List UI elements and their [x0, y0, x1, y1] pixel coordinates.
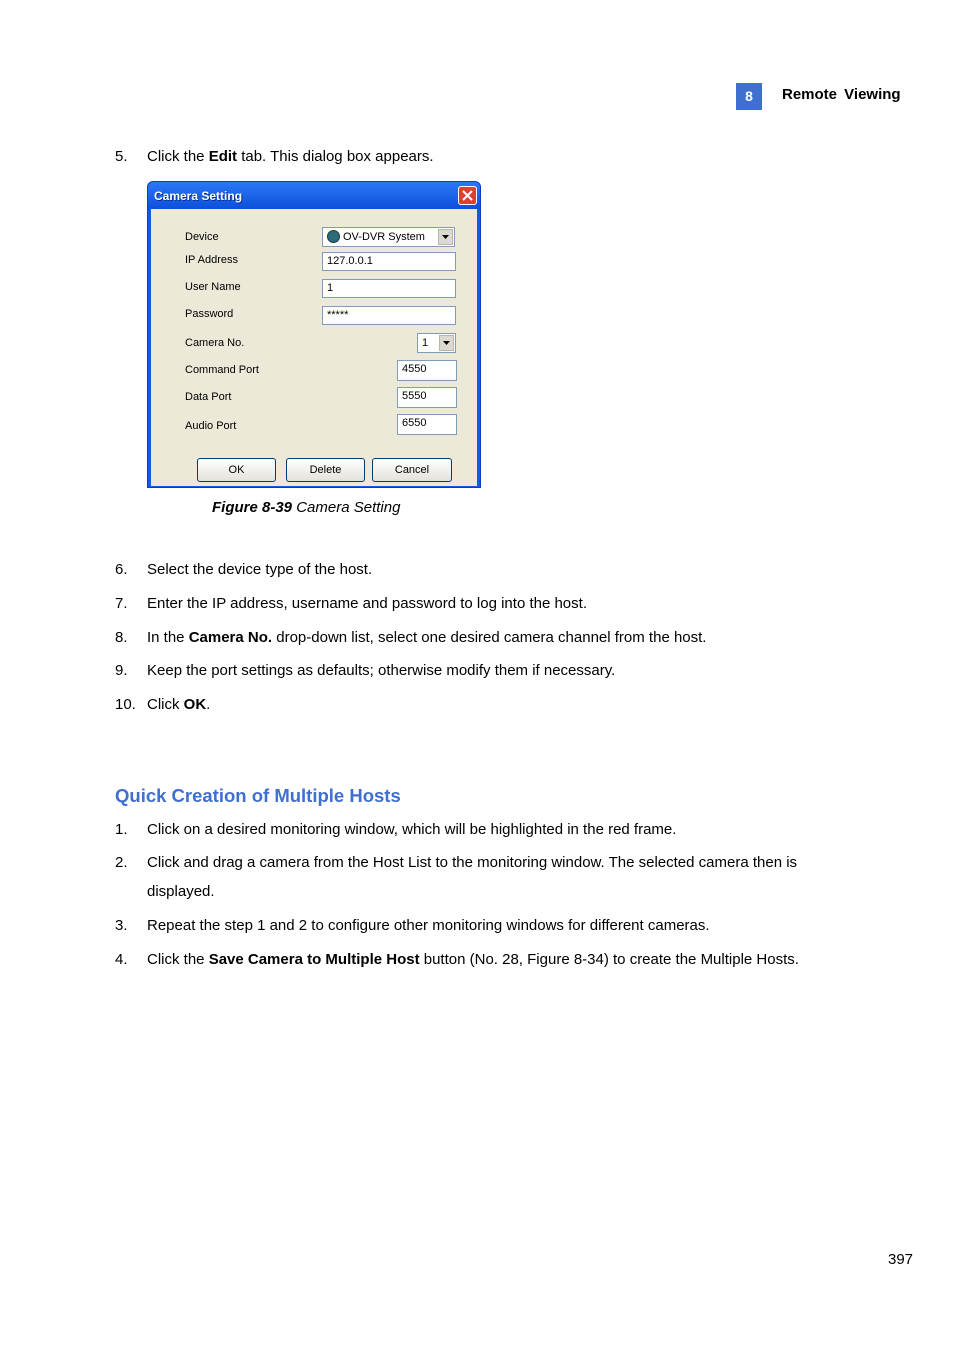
device-value: OV-DVR System: [343, 231, 425, 243]
device-label: Device: [185, 231, 219, 243]
chapter-number-badge: 8: [736, 83, 762, 110]
figure-label: Figure 8-39: [212, 499, 293, 516]
figure-caption: [212, 499, 400, 516]
delete-button[interactable]: Delete: [286, 458, 365, 482]
ok-button[interactable]: OK: [197, 458, 276, 482]
camera-no-dropdown-button[interactable]: [439, 335, 454, 351]
chevron-down-icon: [442, 235, 449, 239]
password-label: Password: [185, 308, 234, 320]
close-button[interactable]: [458, 186, 477, 205]
user-name-label: User Name: [185, 281, 241, 293]
device-dropdown-button[interactable]: [438, 229, 453, 245]
command-port-field[interactable]: 4550: [397, 360, 457, 381]
device-select[interactable]: [322, 227, 455, 247]
dialog-body: [151, 209, 477, 486]
edit-tab-reference: Edit: [208, 148, 238, 165]
ip-address-field[interactable]: 127.0.0.1: [322, 252, 456, 271]
camera-setting-dialog: [147, 181, 481, 488]
device-icon: [327, 230, 340, 243]
close-icon: [462, 190, 473, 201]
cancel-button[interactable]: Cancel: [372, 458, 452, 482]
data-port-label: Data Port: [185, 391, 232, 403]
password-field[interactable]: *****: [322, 306, 456, 325]
ip-address-label: IP Address: [185, 254, 238, 266]
page-number: 397: [888, 1251, 914, 1268]
camera-no-select[interactable]: [417, 333, 456, 353]
audio-port-label: Audio Port: [185, 420, 237, 432]
camera-no-value: 1: [422, 337, 429, 349]
figure-caption-text: Camera Setting: [292, 499, 401, 516]
command-port-label: Command Port: [185, 364, 259, 376]
camera-no-label: Camera No.: [185, 337, 245, 349]
dialog-titlebar: [148, 182, 480, 209]
user-name-field[interactable]: 1: [322, 279, 456, 298]
data-port-field[interactable]: 5550: [397, 387, 457, 408]
dialog-title: Camera Setting: [154, 189, 243, 203]
chevron-down-icon: [443, 341, 450, 345]
audio-port-field[interactable]: 6550: [397, 414, 457, 435]
chapter-title: Remote Viewing: [782, 86, 901, 103]
section-title: Quick Creation of Multiple Hosts: [115, 785, 401, 806]
